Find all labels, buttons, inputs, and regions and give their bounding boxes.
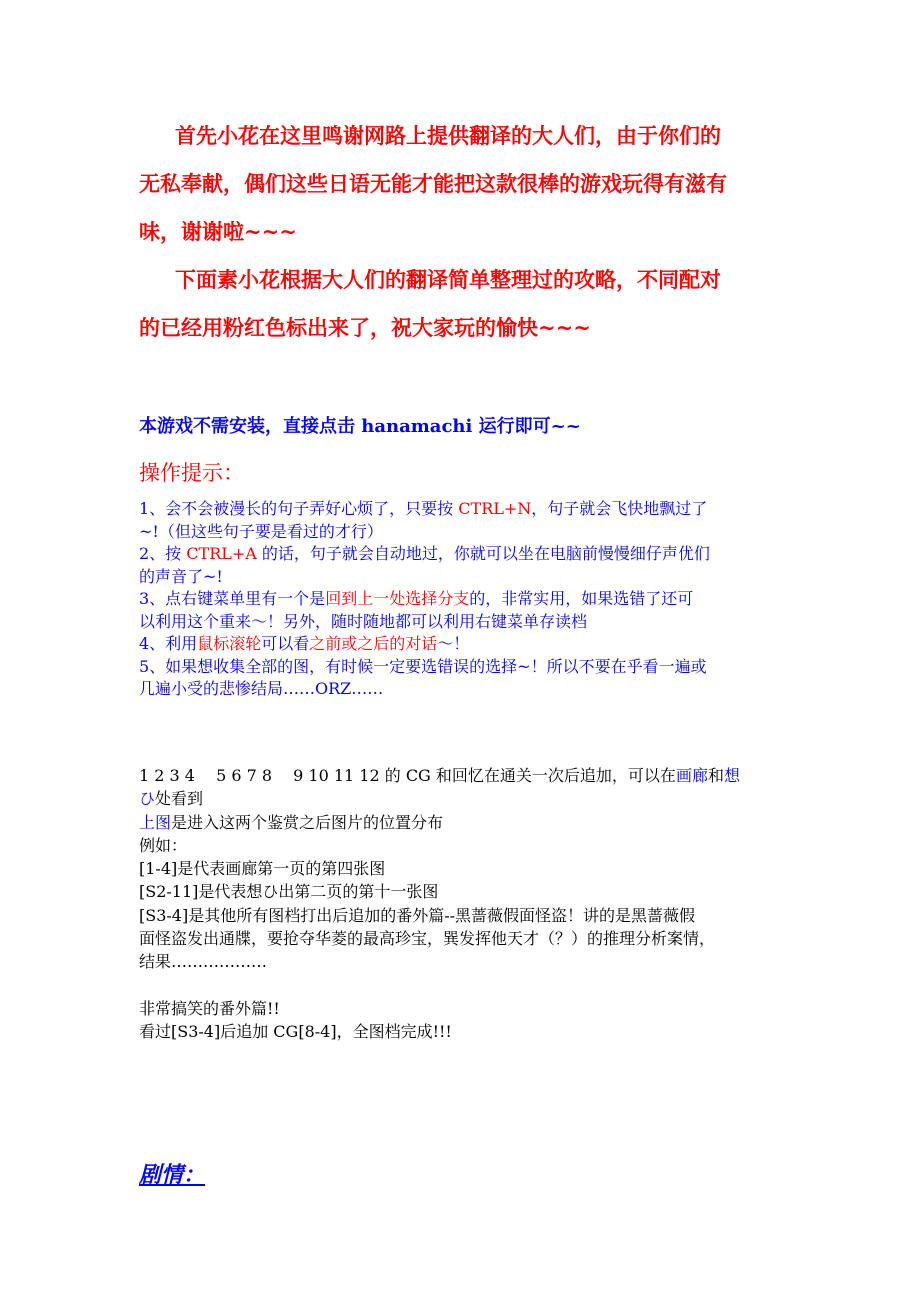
install-note: 本游戏不需安装，直接点击 hanamachi 运行即可~~ [139, 416, 581, 437]
shortcut-highlight: CTRL+A [186, 544, 257, 563]
note-line: 上图是进入这两个鉴赏之后图片的位置分布 [139, 812, 444, 832]
shortcut-highlight: CTRL+N [458, 499, 532, 518]
intro-line: 首先小花在这里鸣谢网路上提供翻译的大人们，由于你们的 [175, 123, 721, 148]
tip-line: 2、按 CTRL+A 的话，句子就会自动地过，你就可以坐在电脑前慢慢细仔声优们 [139, 544, 710, 563]
note-line: 结果……………… [139, 952, 268, 972]
tip-line: 4、利用鼠标滚轮可以看之前或之后的对话～！ [139, 634, 470, 653]
note-line: [1-4]是代表画廊第一页的第四张图 [139, 859, 386, 879]
tip-line: 几遍小受的悲惨结局……ORZ…… [139, 679, 384, 698]
tip-line: 5、如果想收集全部的图，有时候一定要选错误的选择~！所以不要在乎看一遍或 [139, 656, 707, 676]
note-line: 看过[S3-4]后追加 CG[8-4]，全图档完成!!! [139, 1021, 452, 1041]
highlight: 之前或之后的对话 [309, 634, 438, 653]
tip-line: ~!（但这些句子要是看过的才行） [139, 521, 383, 541]
plot-heading: 剧情： [139, 1162, 206, 1188]
intro-line: 的已经用粉红色标出来了，祝大家玩的愉快~~~ [139, 315, 591, 340]
note-line: ひ处看到 [139, 789, 204, 809]
intro-line: 无私奉献，偶们这些日语无能才能把这款很棒的游戏玩得有滋有 [139, 171, 727, 196]
note-line: 1 2 3 4 5 6 7 8 9 10 11 12 的 CG 和回忆在通关一次后追加，可以在画廊和想 [139, 766, 740, 785]
intro-line: 味，谢谢啦~~~ [139, 219, 297, 244]
tip-line: 的声音了~! [139, 566, 223, 586]
note-line: [S3-4]是其他所有图档打出后追加的番外篇--黑蔷薇假面怪盗！讲的是黑蔷薇假 [139, 905, 696, 925]
tip-line: 3、点右键菜单里有一个是回到上一处选择分支的，非常实用，如果选错了还可 [139, 589, 694, 608]
intro-line: 下面素小花根据大人们的翻译简单整理过的攻略，不同配对 [175, 267, 721, 292]
cg-notes [139, 764, 789, 1043]
note-line: 非常搞笑的番外篇!! [139, 998, 280, 1018]
tip-line: 1、会不会被漫长的句子弄好心烦了，只要按 CTRL+N，句子就会飞快地飘过了 [139, 499, 708, 518]
tip-line: 以利用这个重来～！另外，随时随地都可以利用右键菜单存读档 [139, 611, 588, 631]
tips-heading: 操作提示： [139, 461, 244, 485]
highlight: 回到上一处选择分支 [325, 589, 470, 608]
tips-list [139, 498, 789, 701]
note-line: 例如： [139, 835, 188, 855]
note-line: [S2-11]是代表想ひ出第二页的第十一张图 [139, 882, 439, 902]
highlight: 鼠标滚轮 [197, 634, 262, 653]
note-line [139, 974, 789, 997]
intro-paragraph [139, 112, 789, 352]
note-line: 面怪盗发出通牒，要抢夺华菱的最高珍宝，巽发挥他天才（？）的推理分析案情， [139, 929, 716, 949]
